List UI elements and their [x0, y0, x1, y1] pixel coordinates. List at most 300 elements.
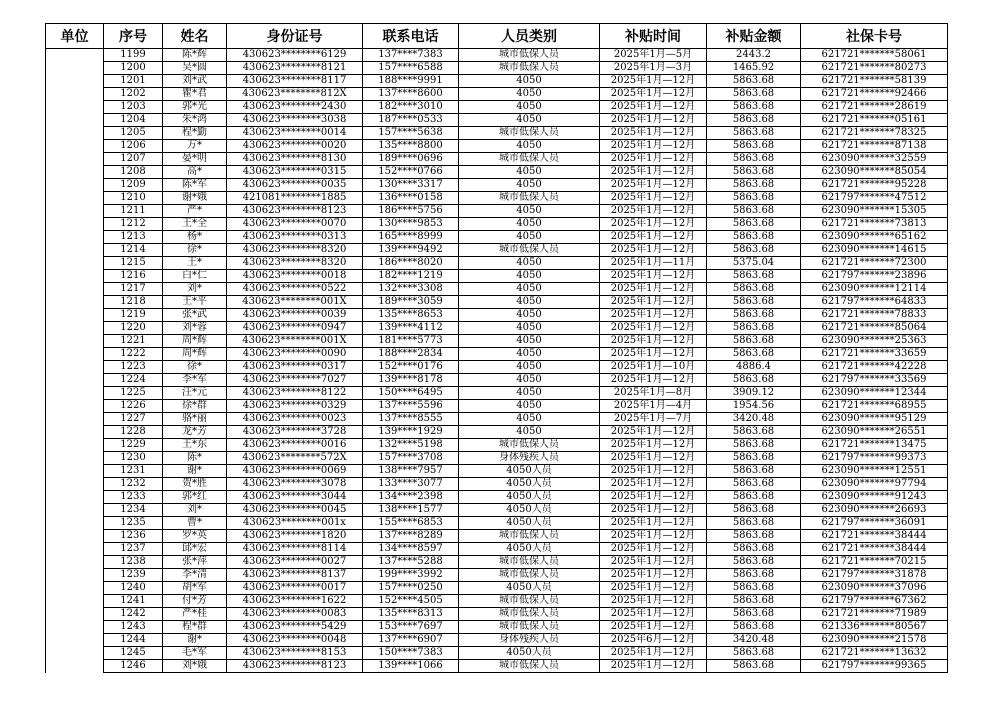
period-cell: 2025年1月—12月: [600, 543, 707, 556]
category-cell: 4050: [459, 361, 600, 374]
category-cell: 城市低保人员: [459, 595, 600, 608]
period-cell: 2025年1月—7月: [600, 413, 707, 426]
table-row: [46, 400, 948, 413]
period-cell: 2025年1月—12月: [600, 192, 707, 205]
category-cell: 4050: [459, 140, 600, 153]
header-social-card: 社保卡号: [801, 24, 948, 49]
category-cell: 4050: [459, 283, 600, 296]
phone-cell: 135****8313: [363, 608, 459, 621]
serial-cell: 1234: [104, 504, 163, 517]
category-cell: 4050: [459, 348, 600, 361]
name-cell: 贺*胜: [163, 478, 227, 491]
phone-cell: 157****6588: [363, 62, 459, 75]
period-cell: 2025年1月—12月: [600, 660, 707, 673]
id-number-cell: 430623********8130: [227, 153, 363, 166]
amount-cell: 5863.68: [707, 231, 801, 244]
category-cell: 4050: [459, 400, 600, 413]
social-card-cell: 621721*******80273: [801, 62, 948, 75]
amount-cell: 5863.68: [707, 621, 801, 634]
period-cell: 2025年1月—12月: [600, 556, 707, 569]
social-card-cell: 621721*******70215: [801, 556, 948, 569]
period-cell: 2025年1月—4月: [600, 400, 707, 413]
amount-cell: 5863.68: [707, 244, 801, 257]
amount-cell: 1954.56: [707, 400, 801, 413]
phone-cell: 189****0696: [363, 153, 459, 166]
category-cell: 4050: [459, 88, 600, 101]
period-cell: 2025年1月—12月: [600, 621, 707, 634]
category-cell: 城市低保人员: [459, 608, 600, 621]
category-cell: 城市低保人员: [459, 569, 600, 582]
period-cell: 2025年1月—3月: [600, 62, 707, 75]
phone-cell: 152****0176: [363, 361, 459, 374]
name-cell: 谢*娥: [163, 192, 227, 205]
phone-cell: 137****7383: [363, 49, 459, 62]
table-row: [46, 179, 948, 192]
name-cell: 胡*军: [163, 582, 227, 595]
period-cell: 2025年1月—12月: [600, 127, 707, 140]
period-cell: 2025年1月—11月: [600, 257, 707, 270]
serial-cell: 1213: [104, 231, 163, 244]
amount-cell: 3420.48: [707, 634, 801, 647]
period-cell: 2025年1月—12月: [600, 517, 707, 530]
period-cell: 2025年1月—12月: [600, 270, 707, 283]
period-cell: 2025年1月—12月: [600, 491, 707, 504]
name-cell: 严*桂: [163, 608, 227, 621]
amount-cell: 5863.68: [707, 504, 801, 517]
social-card-cell: 623090*******97794: [801, 478, 948, 491]
phone-cell: 138****7957: [363, 465, 459, 478]
amount-cell: 5863.68: [707, 439, 801, 452]
id-number-cell: 421081********1885: [227, 192, 363, 205]
social-card-cell: 621721*******72300: [801, 257, 948, 270]
category-cell: 城市低保人员: [459, 49, 600, 62]
phone-cell: 134****8597: [363, 543, 459, 556]
social-card-cell: 621721*******58061: [801, 49, 948, 62]
phone-cell: 157****0250: [363, 582, 459, 595]
name-cell: 朱*鸿: [163, 114, 227, 127]
name-cell: 毛*军: [163, 647, 227, 660]
category-cell: 4050: [459, 374, 600, 387]
period-cell: 2025年1月—12月: [600, 452, 707, 465]
category-cell: 4050: [459, 257, 600, 270]
phone-cell: 137****5596: [363, 400, 459, 413]
id-number-cell: 430623********0315: [227, 166, 363, 179]
amount-cell: 5863.68: [707, 75, 801, 88]
category-cell: 城市低保人员: [459, 621, 600, 634]
id-number-cell: 430623********001X: [227, 296, 363, 309]
serial-cell: 1246: [104, 660, 163, 673]
serial-cell: 1225: [104, 387, 163, 400]
id-number-cell: 430623********8121: [227, 62, 363, 75]
table-row: [46, 127, 948, 140]
period-cell: 2025年1月—12月: [600, 205, 707, 218]
amount-cell: 5863.68: [707, 309, 801, 322]
serial-cell: 1211: [104, 205, 163, 218]
id-number-cell: 430623********8122: [227, 387, 363, 400]
name-cell: 汪*元: [163, 387, 227, 400]
serial-cell: 1229: [104, 439, 163, 452]
table-row: [46, 374, 948, 387]
name-cell: 张*武: [163, 309, 227, 322]
name-cell: 王*全: [163, 218, 227, 231]
name-cell: 徐*: [163, 361, 227, 374]
social-card-cell: 623090*******12344: [801, 387, 948, 400]
unit-cell: [46, 49, 104, 673]
social-card-cell: 623090*******12551: [801, 465, 948, 478]
name-cell: 白*仁: [163, 270, 227, 283]
name-cell: 万*: [163, 140, 227, 153]
category-cell: 城市低保人员: [459, 556, 600, 569]
name-cell: 瞿*君: [163, 88, 227, 101]
period-cell: 2025年1月—12月: [600, 569, 707, 582]
phone-cell: 188****2834: [363, 348, 459, 361]
table-row: [46, 621, 948, 634]
amount-cell: 5863.68: [707, 582, 801, 595]
serial-cell: 1232: [104, 478, 163, 491]
id-number-cell: 430623********8153: [227, 647, 363, 660]
serial-cell: 1231: [104, 465, 163, 478]
serial-cell: 1207: [104, 153, 163, 166]
phone-cell: 199****3992: [363, 569, 459, 582]
category-cell: 4050: [459, 413, 600, 426]
social-card-cell: 621721*******92466: [801, 88, 948, 101]
category-cell: 4050: [459, 309, 600, 322]
period-cell: 2025年1月—12月: [600, 439, 707, 452]
serial-cell: 1239: [104, 569, 163, 582]
social-card-cell: 621797*******31878: [801, 569, 948, 582]
amount-cell: 5863.68: [707, 140, 801, 153]
name-cell: 付*芳: [163, 595, 227, 608]
header-serial: 序号: [104, 24, 163, 49]
id-number-cell: 430623********0018: [227, 270, 363, 283]
phone-cell: 136****0158: [363, 192, 459, 205]
category-cell: 4050人员: [459, 647, 600, 660]
table-row: [46, 504, 948, 517]
social-card-cell: 621721*******68955: [801, 400, 948, 413]
name-cell: 郭*光: [163, 101, 227, 114]
table-row: [46, 647, 948, 660]
category-cell: 4050人员: [459, 517, 600, 530]
amount-cell: 5863.68: [707, 426, 801, 439]
amount-cell: 5863.68: [707, 595, 801, 608]
serial-cell: 1219: [104, 309, 163, 322]
table-row: [46, 595, 948, 608]
id-number-cell: 430623********0016: [227, 439, 363, 452]
table-row: [46, 426, 948, 439]
phone-cell: 135****8653: [363, 309, 459, 322]
id-number-cell: 430623********0329: [227, 400, 363, 413]
table-row: [46, 244, 948, 257]
name-cell: 吴*圆: [163, 62, 227, 75]
social-card-cell: 621797*******47512: [801, 192, 948, 205]
social-card-cell: 623090*******85054: [801, 166, 948, 179]
name-cell: 谢*: [163, 634, 227, 647]
table-row: [46, 218, 948, 231]
social-card-cell: 621797*******23896: [801, 270, 948, 283]
category-cell: 城市低保人员: [459, 439, 600, 452]
period-cell: 2025年1月—12月: [600, 582, 707, 595]
category-cell: 4050: [459, 322, 600, 335]
serial-cell: 1200: [104, 62, 163, 75]
serial-cell: 1243: [104, 621, 163, 634]
id-number-cell: 430623********0045: [227, 504, 363, 517]
serial-cell: 1203: [104, 101, 163, 114]
period-cell: 2025年1月—12月: [600, 374, 707, 387]
table-row: [46, 634, 948, 647]
amount-cell: 5863.68: [707, 127, 801, 140]
category-cell: 4050: [459, 205, 600, 218]
table-row: [46, 387, 948, 400]
category-cell: 4050人员: [459, 582, 600, 595]
social-card-cell: 621721*******38444: [801, 530, 948, 543]
serial-cell: 1221: [104, 335, 163, 348]
id-number-cell: 430623********8320: [227, 244, 363, 257]
social-card-cell: 623090*******95129: [801, 413, 948, 426]
serial-cell: 1237: [104, 543, 163, 556]
amount-cell: 5863.68: [707, 348, 801, 361]
name-cell: 刘*蓉: [163, 322, 227, 335]
social-card-cell: 623090*******32559: [801, 153, 948, 166]
social-card-cell: 623090*******15305: [801, 205, 948, 218]
phone-cell: 137****5288: [363, 556, 459, 569]
id-number-cell: 430623********1820: [227, 530, 363, 543]
id-number-cell: 430623********7027: [227, 374, 363, 387]
serial-cell: 1201: [104, 75, 163, 88]
category-cell: 城市低保人员: [459, 127, 600, 140]
social-card-cell: 623090*******65162: [801, 231, 948, 244]
id-number-cell: 430623********0035: [227, 179, 363, 192]
category-cell: 4050: [459, 296, 600, 309]
period-cell: 2025年1月—10月: [600, 361, 707, 374]
serial-cell: 1202: [104, 88, 163, 101]
phone-cell: 139****1929: [363, 426, 459, 439]
id-number-cell: 430623********8137: [227, 569, 363, 582]
table-row: [46, 62, 948, 75]
table-row: [46, 75, 948, 88]
table-header: [46, 24, 948, 49]
serial-cell: 1238: [104, 556, 163, 569]
serial-cell: 1214: [104, 244, 163, 257]
period-cell: 2025年1月—12月: [600, 530, 707, 543]
name-cell: 周*辉: [163, 348, 227, 361]
phone-cell: 130****3317: [363, 179, 459, 192]
table-body: [46, 49, 948, 673]
phone-cell: 139****9492: [363, 244, 459, 257]
name-cell: 刘*武: [163, 75, 227, 88]
period-cell: 2025年1月—12月: [600, 244, 707, 257]
name-cell: 晏*明: [163, 153, 227, 166]
id-number-cell: 430623********0048: [227, 634, 363, 647]
name-cell: 邱*宏: [163, 543, 227, 556]
name-cell: 郭*红: [163, 491, 227, 504]
period-cell: 2025年1月—12月: [600, 595, 707, 608]
id-number-cell: 430623********8123: [227, 205, 363, 218]
name-cell: 龙*芳: [163, 426, 227, 439]
category-cell: 4050人员: [459, 478, 600, 491]
name-cell: 刘*: [163, 283, 227, 296]
serial-cell: 1244: [104, 634, 163, 647]
period-cell: 2025年1月—12月: [600, 218, 707, 231]
phone-cell: 138****1577: [363, 504, 459, 517]
name-cell: 徐*群: [163, 400, 227, 413]
serial-cell: 1230: [104, 452, 163, 465]
serial-cell: 1228: [104, 426, 163, 439]
name-cell: 刘*娥: [163, 660, 227, 673]
serial-cell: 1245: [104, 647, 163, 660]
serial-cell: 1205: [104, 127, 163, 140]
id-number-cell: 430623********0027: [227, 556, 363, 569]
social-card-cell: 621721*******38444: [801, 543, 948, 556]
social-card-cell: 623090*******21578: [801, 634, 948, 647]
name-cell: 罗*英: [163, 530, 227, 543]
social-card-cell: 621721*******87138: [801, 140, 948, 153]
period-cell: 2025年1月—12月: [600, 309, 707, 322]
period-cell: 2025年1月—12月: [600, 166, 707, 179]
period-cell: 2025年1月—12月: [600, 153, 707, 166]
name-cell: 王*东: [163, 439, 227, 452]
phone-cell: 157****3708: [363, 452, 459, 465]
table-row: [46, 114, 948, 127]
period-cell: 2025年1月—12月: [600, 101, 707, 114]
social-card-cell: 621797*******36091: [801, 517, 948, 530]
social-card-cell: 621721*******58139: [801, 75, 948, 88]
subsidy-table: [45, 23, 948, 673]
table-row: [46, 517, 948, 530]
social-card-cell: 621721*******78833: [801, 309, 948, 322]
amount-cell: 5863.68: [707, 335, 801, 348]
id-number-cell: 430623********0947: [227, 322, 363, 335]
table-row: [46, 582, 948, 595]
header-phone: 联系电话: [363, 24, 459, 49]
header-id-number: 身份证号: [227, 24, 363, 49]
table-row: [46, 153, 948, 166]
social-card-cell: 621797*******99373: [801, 452, 948, 465]
amount-cell: 3909.12: [707, 387, 801, 400]
serial-cell: 1236: [104, 530, 163, 543]
name-cell: 曹*: [163, 517, 227, 530]
table-row: [46, 335, 948, 348]
id-number-cell: 430623********001X: [227, 335, 363, 348]
social-card-cell: 621721*******33659: [801, 348, 948, 361]
social-card-cell: 621797*******99365: [801, 660, 948, 673]
period-cell: 2025年1月—5月: [600, 49, 707, 62]
period-cell: 2025年1月—12月: [600, 504, 707, 517]
social-card-cell: 621336*******80567: [801, 621, 948, 634]
id-number-cell: 430623********8320: [227, 257, 363, 270]
id-number-cell: 430623********0070: [227, 218, 363, 231]
period-cell: 2025年1月—12月: [600, 114, 707, 127]
amount-cell: 3420.48: [707, 413, 801, 426]
social-card-cell: 621721*******13475: [801, 439, 948, 452]
amount-cell: 5863.68: [707, 543, 801, 556]
period-cell: 2025年1月—12月: [600, 322, 707, 335]
name-cell: 高*: [163, 166, 227, 179]
header-subsidy-period: 补贴时间: [600, 24, 707, 49]
table-row: [46, 140, 948, 153]
table-row: [46, 257, 948, 270]
serial-cell: 1212: [104, 218, 163, 231]
table-row: [46, 348, 948, 361]
serial-cell: 1240: [104, 582, 163, 595]
id-number-cell: 430623********2430: [227, 101, 363, 114]
name-cell: 程*勤: [163, 127, 227, 140]
period-cell: 2025年1月—12月: [600, 426, 707, 439]
serial-cell: 1206: [104, 140, 163, 153]
id-number-cell: 430623********0017: [227, 582, 363, 595]
name-cell: 刘*: [163, 504, 227, 517]
social-card-cell: 621721*******73813: [801, 218, 948, 231]
id-number-cell: 430623********0023: [227, 413, 363, 426]
id-number-cell: 430623********1622: [227, 595, 363, 608]
id-number-cell: 430623********0090: [227, 348, 363, 361]
category-cell: 4050: [459, 231, 600, 244]
amount-cell: 5863.68: [707, 101, 801, 114]
category-cell: 城市低保人员: [459, 192, 600, 205]
id-number-cell: 430623********5429: [227, 621, 363, 634]
header-name: 姓名: [163, 24, 227, 49]
category-cell: 4050: [459, 114, 600, 127]
category-cell: 4050人员: [459, 491, 600, 504]
serial-cell: 1242: [104, 608, 163, 621]
header-row: [46, 24, 948, 49]
social-card-cell: 623090*******26693: [801, 504, 948, 517]
id-number-cell: 430623********3728: [227, 426, 363, 439]
social-card-cell: 623090*******26551: [801, 426, 948, 439]
amount-cell: 5863.68: [707, 374, 801, 387]
table-row: [46, 556, 948, 569]
social-card-cell: 623090*******25363: [801, 335, 948, 348]
name-cell: 陈*辉: [163, 49, 227, 62]
category-cell: 4050: [459, 179, 600, 192]
amount-cell: 5863.68: [707, 452, 801, 465]
category-cell: 4050: [459, 387, 600, 400]
name-cell: 陈*军: [163, 179, 227, 192]
period-cell: 2025年1月—12月: [600, 608, 707, 621]
table-row: [46, 192, 948, 205]
serial-cell: 1208: [104, 166, 163, 179]
id-number-cell: 430623********812X: [227, 88, 363, 101]
name-cell: 张*萍: [163, 556, 227, 569]
social-card-cell: 621797*******67362: [801, 595, 948, 608]
table-row: [46, 322, 948, 335]
amount-cell: 5375.04: [707, 257, 801, 270]
amount-cell: 5863.68: [707, 647, 801, 660]
period-cell: 2025年1月—12月: [600, 296, 707, 309]
category-cell: 城市低保人员: [459, 660, 600, 673]
social-card-cell: 621721*******95228: [801, 179, 948, 192]
social-card-cell: 621721*******13632: [801, 647, 948, 660]
amount-cell: 5863.68: [707, 205, 801, 218]
category-cell: 城市低保人员: [459, 530, 600, 543]
phone-cell: 186****8020: [363, 257, 459, 270]
phone-cell: 139****1066: [363, 660, 459, 673]
amount-cell: 5863.68: [707, 166, 801, 179]
serial-cell: 1216: [104, 270, 163, 283]
social-card-cell: 621721*******85064: [801, 322, 948, 335]
phone-cell: 130****9853: [363, 218, 459, 231]
id-number-cell: 430623********0069: [227, 465, 363, 478]
category-cell: 4050: [459, 270, 600, 283]
phone-cell: 153****7697: [363, 621, 459, 634]
period-cell: 2025年1月—12月: [600, 231, 707, 244]
table-row: [46, 309, 948, 322]
category-cell: 身体残疾人员: [459, 452, 600, 465]
period-cell: 2025年1月—12月: [600, 88, 707, 101]
phone-cell: 139****8178: [363, 374, 459, 387]
id-number-cell: 430623********8114: [227, 543, 363, 556]
name-cell: 骆*丽: [163, 413, 227, 426]
social-card-cell: 623090*******12114: [801, 283, 948, 296]
